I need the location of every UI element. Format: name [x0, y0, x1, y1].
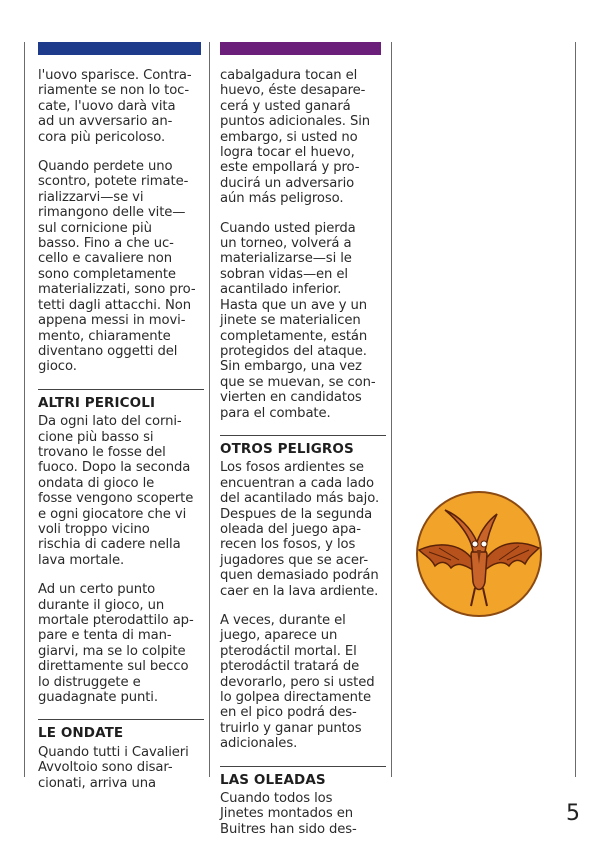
pterodactyl-icon — [415, 490, 543, 618]
section-divider — [38, 719, 204, 720]
paragraph: Ad un certo punto durante il gioco, un mortale pterodattilo ap- pare e tenta di man- giarvi, ma se lo colpite direttamente sul becco lo distruggete e guadagnate punti. — [38, 582, 194, 706]
section-heading: LAS OLEADAS — [220, 771, 326, 788]
column-rule-left — [24, 42, 25, 777]
paragraph: Quando tutti i Cavalieri Avvoltoio sono disar- cionati, arriva una — [38, 744, 189, 791]
page-number: 5 — [566, 801, 580, 826]
section-heading: LE ONDATE — [38, 725, 124, 742]
paragraph: Cuando usted pierda un torneo, volverá a materializarse—si le sobran vidas—en el acantilado inferior. Hasta que un ave y un jinete se materialicen completamente, están protegidos del ataque. Sin embargo, una vez que se muevan, se con- vierten en candidatos para el combate. — [220, 220, 376, 421]
section-divider — [220, 435, 386, 436]
section-divider — [220, 766, 386, 767]
spanish-column — [220, 68, 386, 851]
purple-header-bar — [220, 42, 381, 55]
pterodactyl-illustration — [415, 490, 543, 618]
section-heading: OTROS PELIGROS — [220, 440, 354, 457]
section-heading: ALTRI PERICOLI — [38, 394, 156, 411]
paragraph: Los fosos ardientes se encuentran a cada lado del acantilado más bajo. Despues de la segunda oleada del juego apa- recen los fosos, y los jugadores que se acer- quen demasiado podrán caer en la lava ardiente. — [220, 460, 380, 599]
column-rule-right — [391, 42, 392, 777]
blue-header-bar — [38, 42, 201, 55]
section-divider — [38, 389, 204, 390]
column-rule-far-right — [575, 42, 576, 777]
paragraph: l'uovo sparisce. Contra- riamente se non lo toc- cate, l'uovo darà vita ad un avversario an- cora più pericoloso. — [38, 68, 192, 145]
paragraph: Da ogni lato del corni- cione più basso si trovano le fosse del fuoco. Dopo la seconda ondata di gioco le fosse vengono scoperte e ogni giocatore che vi voli troppo vicino rischia di cadere nella lava mortale. — [38, 414, 194, 568]
italian-column — [38, 68, 204, 805]
column-rule-center — [209, 42, 210, 777]
paragraph: cabalgadura tocan el huevo, éste desapare- cerá y usted ganará puntos adicionales. Sin embargo, si usted no logra tocar el huevo, este empollará y pro- ducirá un adversario aún más peligroso. — [220, 68, 371, 207]
paragraph: Quando perdete uno scontro, potete rimate- rializzarvi—se vi rimangono delle vite— sul cornicione più basso. Fino a che uc- cello e cavaliere non sono completamente materializzati, sono pro- tetti dagli attacchi. Non appena messi in movi- mento, chiaramente diventano oggetti del gioco. — [38, 159, 196, 375]
paragraph: A veces, durante el juego, aparece un pterodáctil mortal. El pterodáctil tratará de devorarlo, pero si usted lo golpea directamente en el pico podrá des- truirlo y ganar puntos adicionales. — [220, 613, 375, 752]
paragraph: Cuando todos los Jinetes montados en Buitres han sido des- — [220, 791, 357, 837]
